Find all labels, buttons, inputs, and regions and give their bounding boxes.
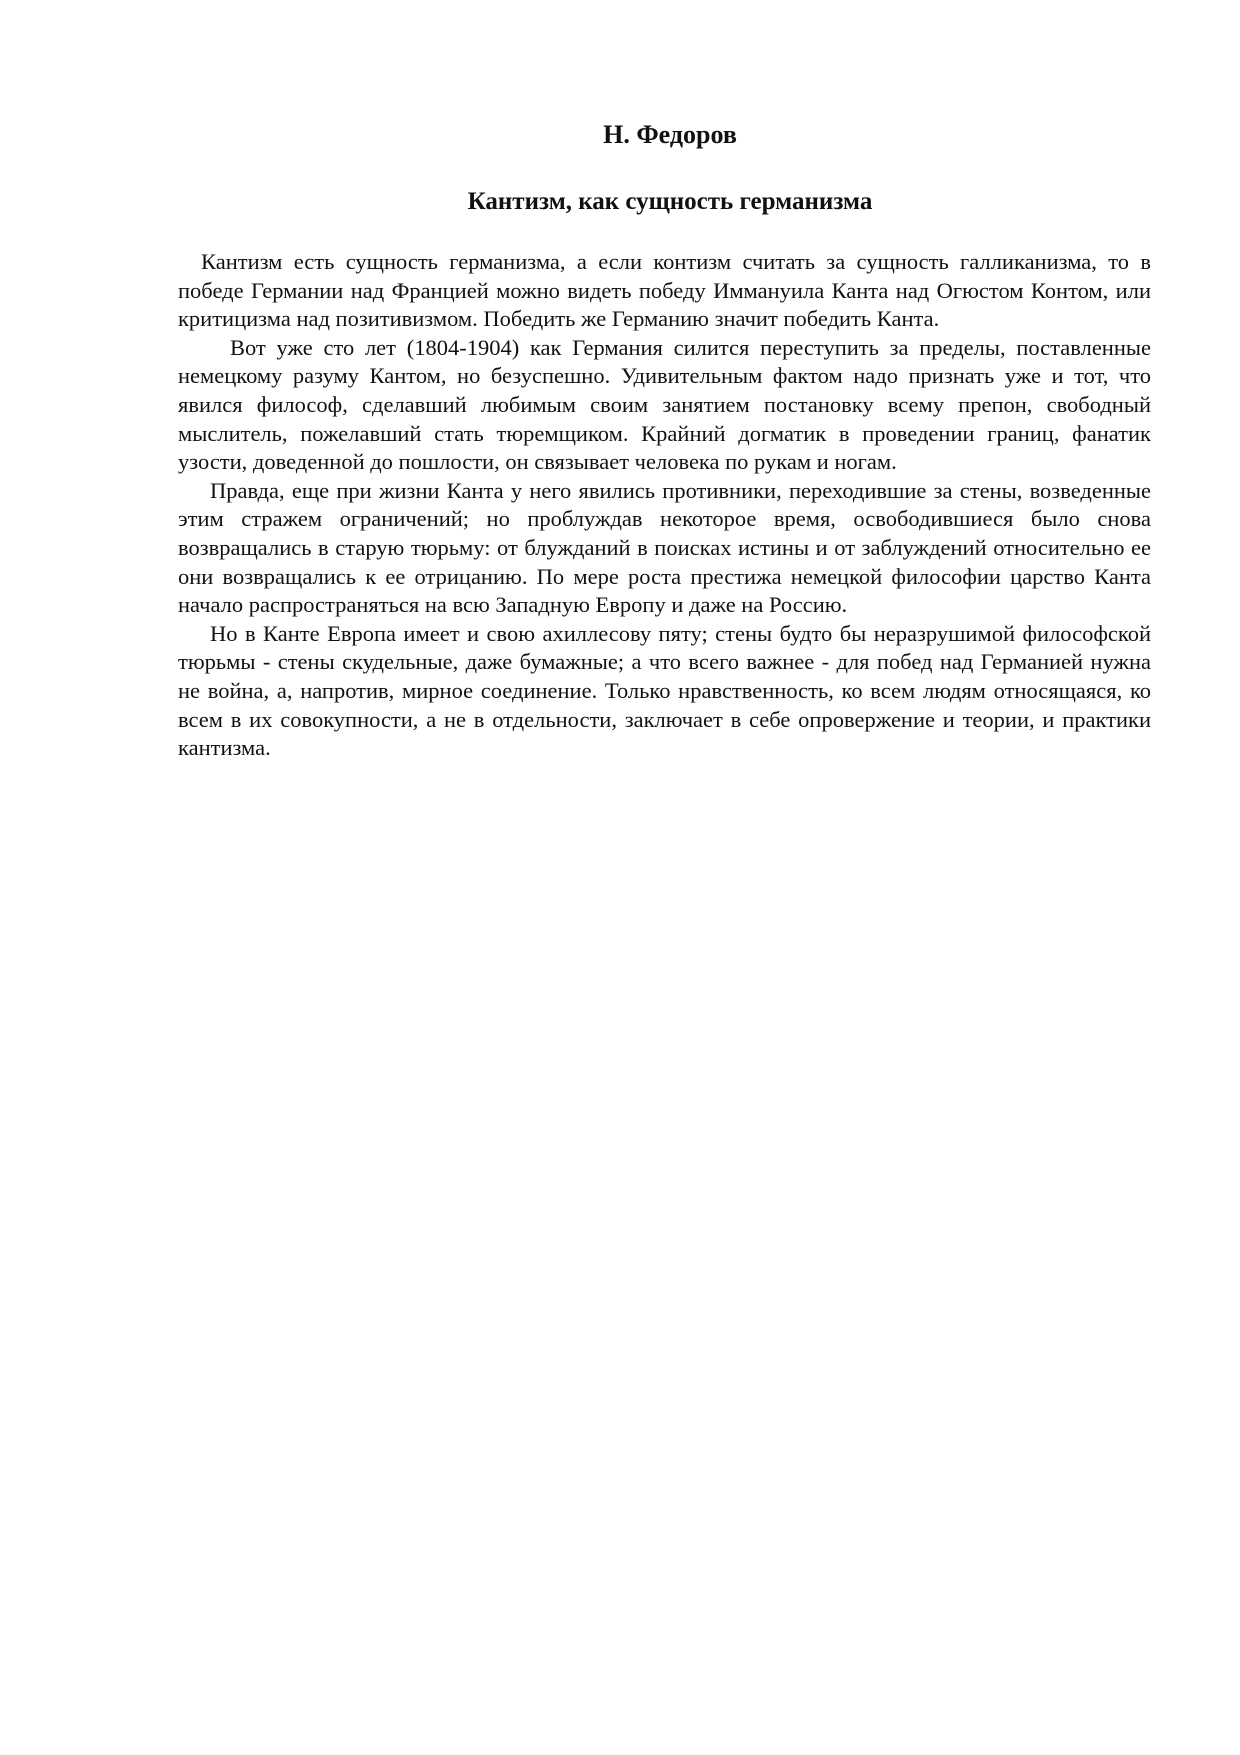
- paragraph-4: Но в Канте Европа имеет и свою ахиллесову пяту; стены будто бы неразрушимой философской тюрьмы - стены скудельные, даже бумажные; а что всего важнее - для побед над Германией нужна не война, а, напротив, мирное соединение. Только нравственность, ко всем людям относящаяся, ко всем в их совокупности, а не в отдельности, заключает в себе опровержение и теории, и практики кантизма.: [178, 620, 1151, 761]
- paragraph-2: Вот уже сто лет (1804-1904) как Германия силится переступить за пределы, поставленные немецкому разуму Кантом, но безуспешно. Удивительным фактом надо признать уже и тот, что явился философ, сделавший любимым своим занятием постановку всему препон, свободный мыслитель, пожелавший стать тюремщиком. Крайний догматик в проведении границ, фанатик узости, доведенной до пошлости, он связывает человека по рукам и ногам.: [178, 334, 1151, 475]
- article-body: [178, 248, 1151, 763]
- paragraph-1: Кантизм есть сущность германизма, а если контизм считать за сущность галликанизма, то в победе Германии над Францией можно видеть победу Иммануила Канта над Огюстом Контом, или критицизма над позитивизмом. Победить же Германию значит победить Канта.: [178, 249, 1151, 332]
- article-title: Кантизм, как сущность германизма: [467, 188, 873, 215]
- paragraph-3: Правда, еще при жизни Канта у него явились противники, переходившие за стены, возведенные этим стражем ограничений; но проблуждав некоторое время, освободившиеся было снова возвращались в старую тюрьму: от блужданий в поисках истины и от заблуждений относительно ее они возвращались к ее отрицанию. По мере роста престижа немецкой философии царство Канта начало распространяться на всю Западную Европу и даже на Россию.: [178, 477, 1151, 618]
- author-name: Н. Федоров: [603, 120, 737, 149]
